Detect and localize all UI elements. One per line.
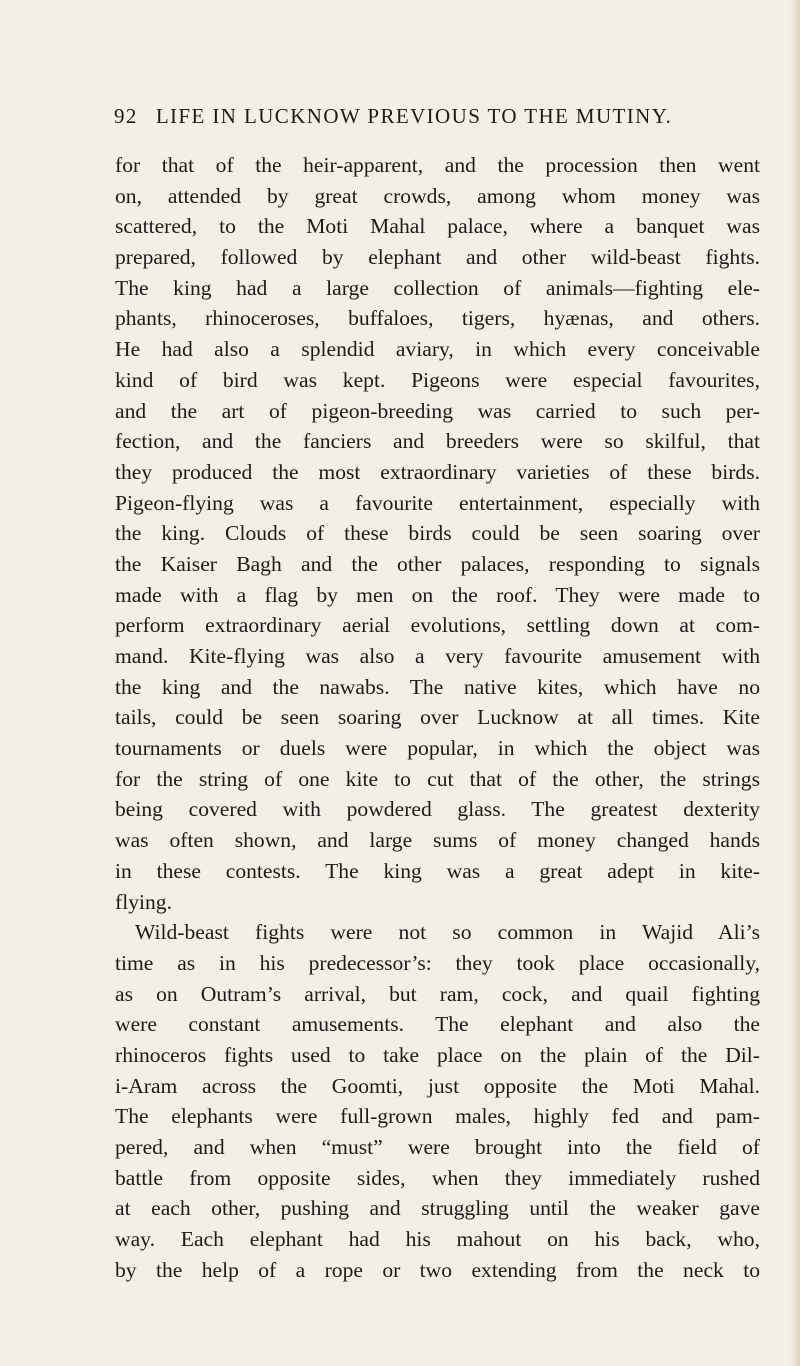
text-line: tails, could be seen soaring over Lucknow at all times. Kite xyxy=(115,705,760,730)
text-line: for that of the heir-apparent, and the procession then went xyxy=(115,153,760,177)
text-line: as on Outram’s arrival, but ram, cock, and quail fighting xyxy=(115,981,760,1006)
text-line: was often shown, and large sums of money changed hands xyxy=(115,828,760,853)
text-line: and the art of pigeon-breeding was carried to such per- xyxy=(115,398,760,423)
text-line: pered, and when “must” were brought into the field of xyxy=(115,1135,760,1159)
text-line: tournaments or duels were popular, in which the object was xyxy=(115,736,760,761)
text-line: the king. Clouds of these birds could be seen soaring over xyxy=(115,521,760,546)
text-line: way. Each elephant had his mahout on his back, who, xyxy=(115,1227,760,1252)
text-line: on, attended by great crowds, among whom money was xyxy=(115,183,760,208)
text-line: for the string of one kite to cut that of the other, the strings xyxy=(115,766,760,791)
text-line: the Kaiser Bagh and the other palaces, responding to signals xyxy=(115,551,760,576)
text-line: the king and the nawabs. The native kites, which have no xyxy=(115,674,760,699)
text-line: scattered, to the Moti Mahal palace, where a banquet was xyxy=(115,214,760,239)
text-line: in these contests. The king was a great adept in kite- xyxy=(115,858,760,883)
text-line: time as in his predecessor’s: they took place occasionally, xyxy=(115,950,760,975)
text-line: by the help of a rope or two extending from the neck to xyxy=(115,1257,760,1282)
text-line: kind of bird was kept. Pigeons were especial favourites, xyxy=(115,367,760,392)
text-line: were constant amusements. The elephant and also the xyxy=(115,1012,760,1037)
text-line: phants, rhinoceroses, buffaloes, tigers, hyænas, and others. xyxy=(115,306,760,331)
paragraph-end-line: flying. xyxy=(115,889,172,914)
text-line: battle from opposite sides, when they immediately rushed xyxy=(115,1165,760,1190)
body-text xyxy=(115,150,760,1285)
running-head xyxy=(114,104,764,129)
text-line: at each other, pushing and struggling until the weaker gave xyxy=(115,1196,760,1221)
text-line: being covered with powdered glass. The greatest dexterity xyxy=(115,797,760,822)
text-line: prepared, followed by elephant and other wild-beast fights. xyxy=(115,245,760,270)
text-line: i-Aram across the Goomti, just opposite the Moti Mahal. xyxy=(115,1073,760,1098)
page-number: 92 xyxy=(114,104,138,128)
text-line: The elephants were full-grown males, highly fed and pam- xyxy=(115,1104,760,1129)
text-line: rhinoceros fights used to take place on the plain of the Dil- xyxy=(115,1042,760,1067)
text-line: The king had a large collection of animals—fighting ele- xyxy=(115,275,760,300)
text-line: mand. Kite-flying was also a very favourite amusement with xyxy=(115,644,760,668)
text-line: He had also a splendid aviary, in which every conceivable xyxy=(115,337,760,362)
paragraph-start-line: Wild-beast fights were not so common in Wajid Ali’s xyxy=(135,920,760,945)
text-line: Pigeon-flying was a favourite entertainment, especially with xyxy=(115,490,760,515)
running-title: LIFE IN LUCKNOW PREVIOUS TO THE MUTINY. xyxy=(155,104,673,128)
text-line: they produced the most extraordinary varieties of these birds. xyxy=(115,459,760,484)
page-edge-shadow xyxy=(790,0,800,1366)
text-line: made with a flag by men on the roof. They were made to xyxy=(115,582,760,607)
text-line: fection, and the fanciers and breeders were so skilful, that xyxy=(115,429,760,454)
text-line: perform extraordinary aerial evolutions, settling down at com- xyxy=(115,613,760,638)
